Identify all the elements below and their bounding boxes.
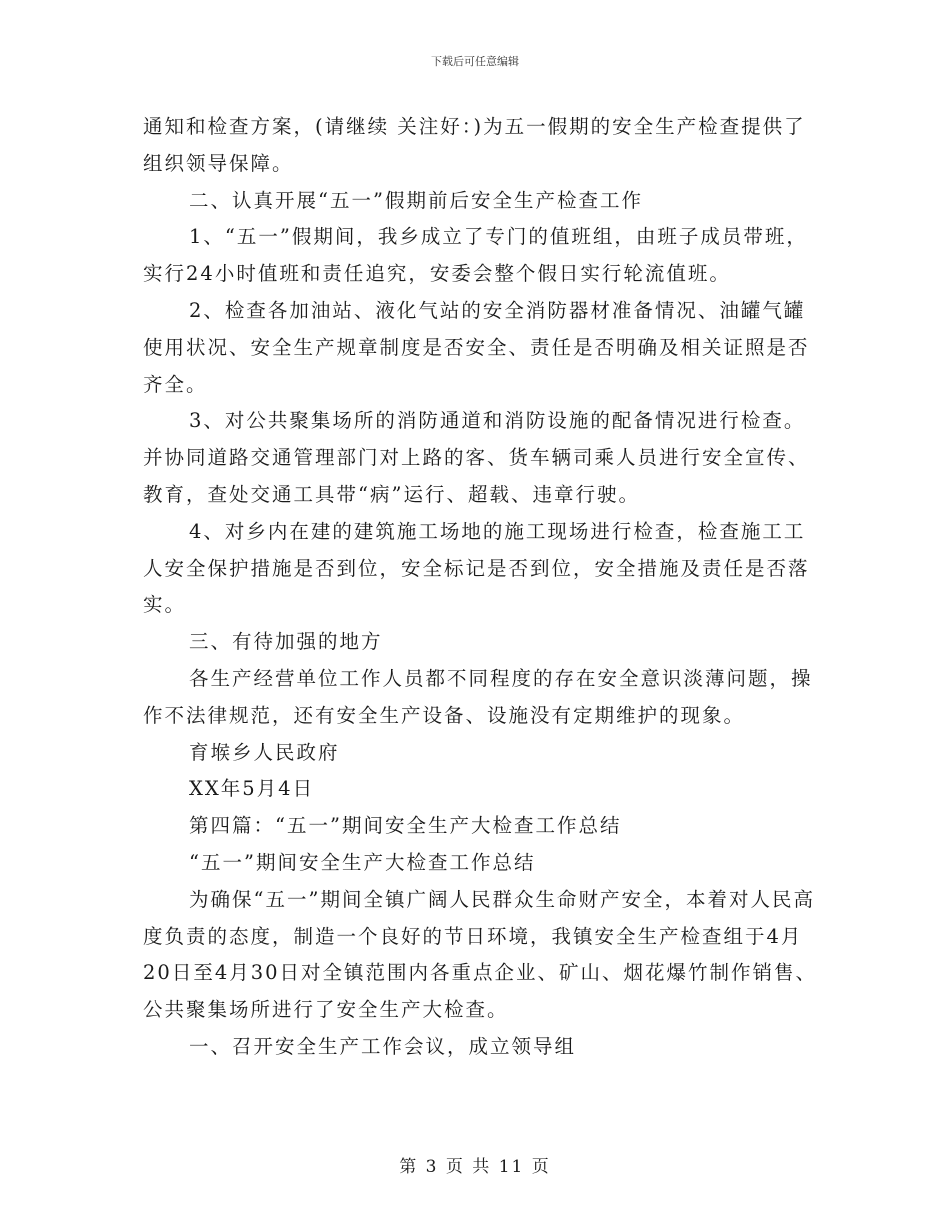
paragraph: 各生产经营单位工作人员都不同程度的存在安全意识淡薄问题，操作不法律规范，还有安全生产设备、设施没有定期维护的现象。 [143, 666, 813, 727]
signature-organization: 育堠乡人民政府 [189, 740, 340, 764]
paragraph: 3、对公共聚集场所的消防通道和消防设施的配备情况进行检查。并协同道路交通管理部门对上路的客、货车辆司乘人员进行安全宣传、教育，查处交通工具带“病”运行、超载、违章行驶。 [143, 409, 810, 506]
page-number-footer: 第 3 页 共 11 页 [399, 1157, 551, 1177]
section-heading: 三、有待加强的地方 [189, 630, 383, 654]
paragraph: 1、“五一”假期间，我乡成立了专门的值班组，由班子成员带班，实行24小时值班和责任追究，安委会整个假日实行轮流值班。 [143, 225, 808, 286]
chapter-title: 第四篇：“五一”期间安全生产大检查工作总结 [189, 814, 622, 838]
paragraph: 通知和检查方案，(请继续 关注好：)为五一假期的安全生产检查提供了组织领导保障。 [143, 115, 806, 175]
paragraph: 2、检查各加油站、液化气站的安全消防器材准备情况、油罐气罐使用状况、安全生产规章制度是否安全、责任是否明确及相关证照是否齐全。 [143, 298, 810, 396]
page-header: 下载后可任意编辑 [431, 55, 519, 68]
section-heading: 二、认真开展“五一”假期前后安全生产检查工作 [189, 188, 643, 212]
paragraph: 为确保“五一”期间全镇广阔人民群众生命财产安全，本着对人民高度负责的态度，制造一个良好的节日环境，我镇安全生产检查组于4月20日至4月30日对全镇范围内各重点企业、矿山、烟花爆竹制作销售、公共聚集场所进行了安全生产大检查。 [143, 887, 818, 1022]
section-heading: 一、召开安全生产工作会议，成立领导组 [189, 1034, 577, 1058]
paragraph: 4、对乡内在建的建筑施工场地的施工现场进行检查，检查施工工人安全保护措施是否到位，安全标记是否到位，安全措施及责任是否落实。 [143, 519, 810, 617]
article-title: “五一”期间安全生产大检查工作总结 [189, 850, 536, 874]
document-body [143, 109, 823, 1066]
signature-date: XX年5月4日 [189, 777, 315, 801]
